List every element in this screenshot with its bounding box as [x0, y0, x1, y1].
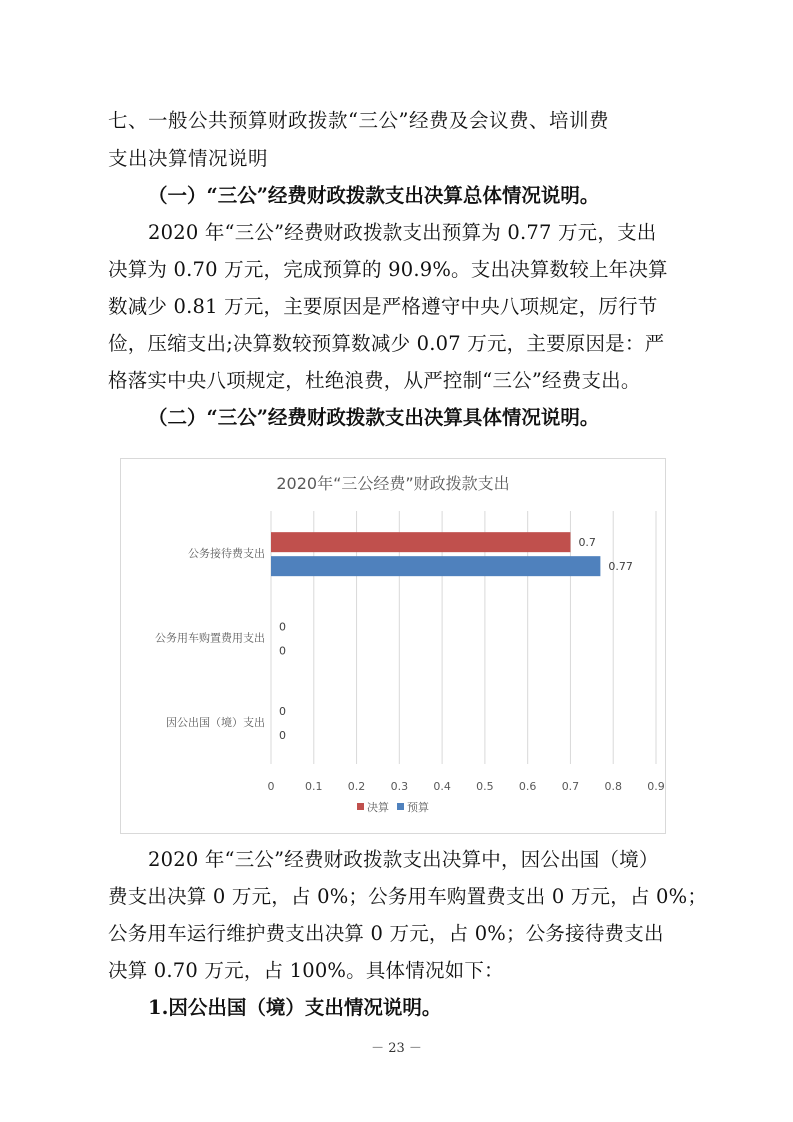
category-label: 因公出国（境）支出: [166, 715, 265, 729]
budget-bar-chart: [120, 458, 666, 834]
x-tick-label: 0.2: [347, 780, 366, 793]
data-label: 0: [279, 704, 286, 718]
data-label: 0: [279, 728, 286, 742]
x-tick-label: 0: [267, 780, 275, 793]
category-label: 公务用车购置费用支出: [155, 631, 265, 645]
paragraph1-line: 决算为 0.70 万元，完成预算的 90.9%。支出决算数较上年决算: [108, 258, 668, 281]
page-number: － 23 －: [371, 1041, 422, 1056]
paragraph2-line: 决算 0.70 万元，占 100%。具体情况如下：: [108, 959, 504, 982]
x-tick-label: 0.8: [604, 780, 622, 793]
x-tick-label: 0.3: [390, 780, 409, 793]
paragraph1-line: 俭，压缩支出;决算数较预算数减少 0.07 万元，主要原因是：严: [108, 332, 665, 355]
section-heading-line1: 七、一般公共预算财政拨款“三公”经费及会议费、培训费: [108, 109, 609, 132]
data-label: 0.77: [608, 560, 633, 574]
x-tick-label: 0.4: [433, 780, 451, 793]
data-label: 0.7: [578, 536, 596, 550]
x-tick-label: 0.5: [476, 780, 494, 793]
paragraph1-line: 格落实中央八项规定，杜绝浪费，从严控制“三公”经费支出。: [108, 369, 641, 392]
paragraph2-line: 费支出决算 0 万元，占 0%；公务用车购置费支出 0 万元，占 0%；: [108, 885, 708, 908]
legend-label: 决算: [367, 801, 389, 814]
x-tick-label: 0.7: [561, 780, 580, 793]
legend-label: 预算: [407, 801, 429, 814]
paragraph2-line: 公务用车运行维护费支出决算 0 万元，占 0%；公务接待费支出: [108, 922, 664, 945]
data-label: 0: [279, 620, 286, 634]
subheading-overall: （一）“三公”经费财政拨款支出决算总体情况说明。: [148, 184, 600, 207]
legend-swatch: [357, 803, 364, 810]
paragraph1-line: 2020 年“三公”经费财政拨款支出预算为 0.77 万元，支出: [148, 221, 657, 244]
legend-swatch: [397, 803, 404, 810]
data-label: 0: [279, 644, 286, 658]
chart-plot: [121, 459, 665, 833]
x-tick-label: 0.6: [518, 780, 537, 793]
paragraph2-line: 2020 年“三公”经费财政拨款支出决算中，因公出国（境）: [148, 848, 659, 871]
bar: [271, 556, 600, 576]
subheading-detail: （二）“三公”经费财政拨款支出决算具体情况说明。: [148, 406, 600, 429]
x-tick-label: 0.1: [305, 780, 323, 793]
subheading-overseas: 1.因公出国（境）支出情况说明。: [148, 996, 442, 1019]
category-label: 公务接待费支出: [188, 547, 265, 561]
paragraph1-line: 数减少 0.81 万元，主要原因是严格遵守中央八项规定，厉行节: [108, 295, 658, 318]
bar: [271, 532, 570, 552]
chart-title: 2020年“三公经费”财政拨款支出: [276, 474, 510, 493]
x-tick-label: 0.9: [647, 780, 665, 793]
section-heading-line2: 支出决算情况说明: [108, 147, 269, 170]
